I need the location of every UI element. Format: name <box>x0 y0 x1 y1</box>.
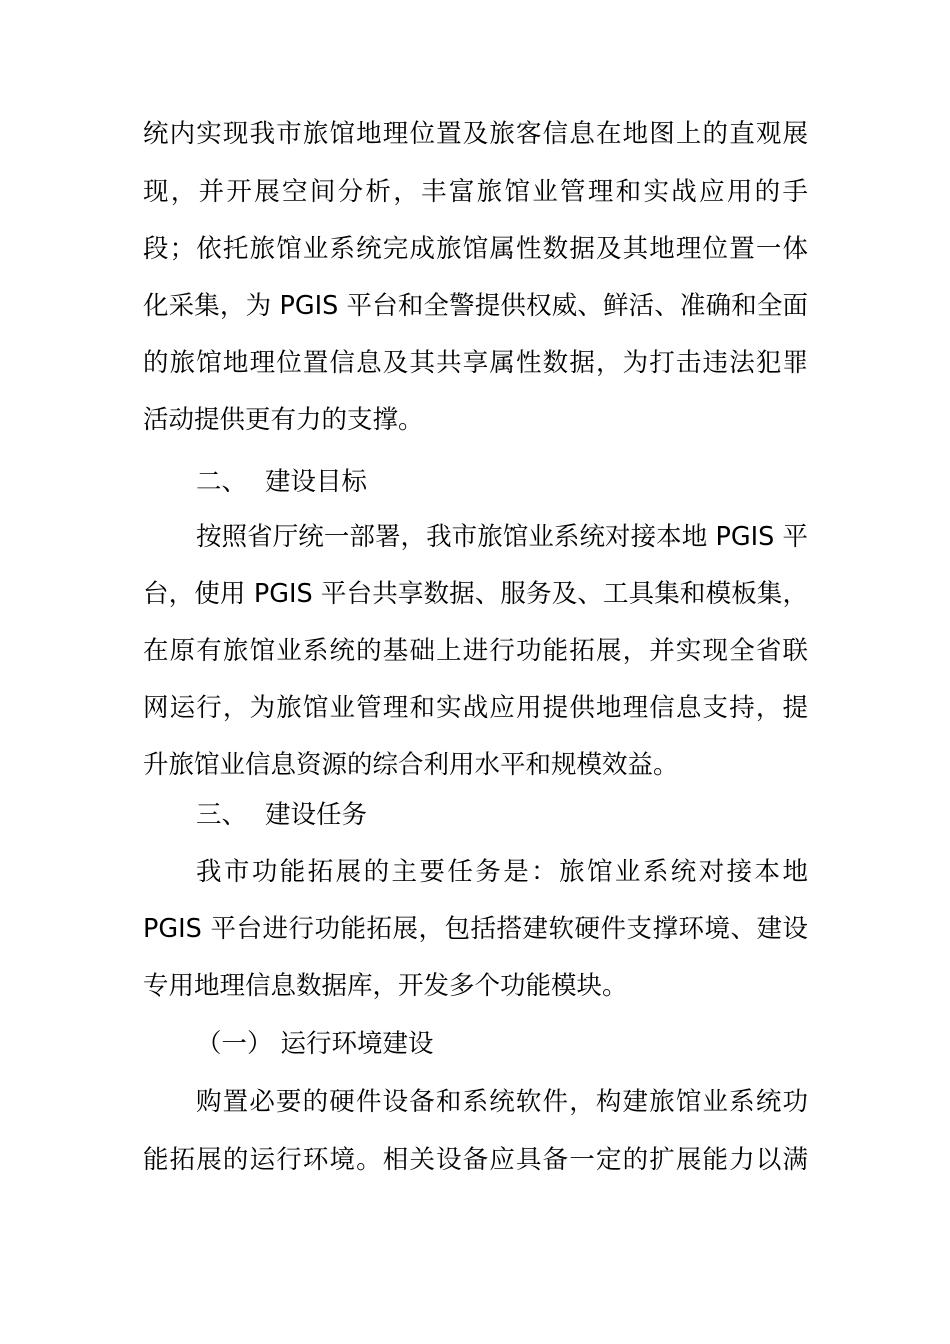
paragraph-line: 段；依托旅馆业系统完成旅馆属性数据及其地理位置一体 <box>143 234 808 264</box>
paragraph-line: 按照省厅统一部署，我市旅馆业系统对接本地 PGIS 平 <box>196 522 808 552</box>
paragraph-line: 现，并开展空间分析，丰富旅馆业管理和实战应用的手 <box>143 177 808 207</box>
section-number: 二、 <box>196 467 248 497</box>
section-number: 三、 <box>196 800 248 830</box>
paragraph-line: 统内实现我市旅馆地理位置及旅客信息在地图上的直观展 <box>143 119 808 149</box>
paragraph-line: 专用地理信息数据库，开发多个功能模块。 <box>143 971 628 1001</box>
paragraph-line: PGIS 平台进行功能拓展，包括搭建软硬件支撑环境、建设 <box>143 914 808 944</box>
paragraph-line: 我市功能拓展的主要任务是：旅馆业系统对接本地 <box>196 857 808 887</box>
paragraph-line: 升旅馆业信息资源的综合利用水平和规模效益。 <box>143 750 679 780</box>
paragraph-line: 活动提供更有力的支撑。 <box>143 405 424 435</box>
paragraph-line: 网运行，为旅馆业管理和实战应用提供地理信息支持，提 <box>143 693 808 723</box>
paragraph-line: 在原有旅馆业系统的基础上进行功能拓展，并实现全省联 <box>143 636 808 666</box>
paragraph-line: 的旅馆地理位置信息及其共享属性数据，为打击违法犯罪 <box>143 348 808 378</box>
subsection-heading-environment <box>196 1024 434 1064</box>
section-heading-goals <box>196 462 367 502</box>
paragraph-line: 化采集，为 PGIS 平台和全警提供权威、鲜活、准确和全面 <box>143 291 808 321</box>
subsection-title: 运行环境建设 <box>280 1029 434 1059</box>
section-heading-tasks <box>196 795 367 835</box>
section-title: 建设目标 <box>265 467 368 497</box>
paragraph-line: 购置必要的硬件设备和系统软件，构建旅馆业系统功 <box>196 1087 808 1117</box>
paragraph-line: 能拓展的运行环境。相关设备应具备一定的扩展能力以满 <box>143 1145 808 1175</box>
subsection-number: （一） <box>196 1029 273 1059</box>
section-title: 建设任务 <box>265 800 368 830</box>
paragraph-line: 台，使用 PGIS 平台共享数据、服务及、工具集和模板集， <box>143 579 808 609</box>
